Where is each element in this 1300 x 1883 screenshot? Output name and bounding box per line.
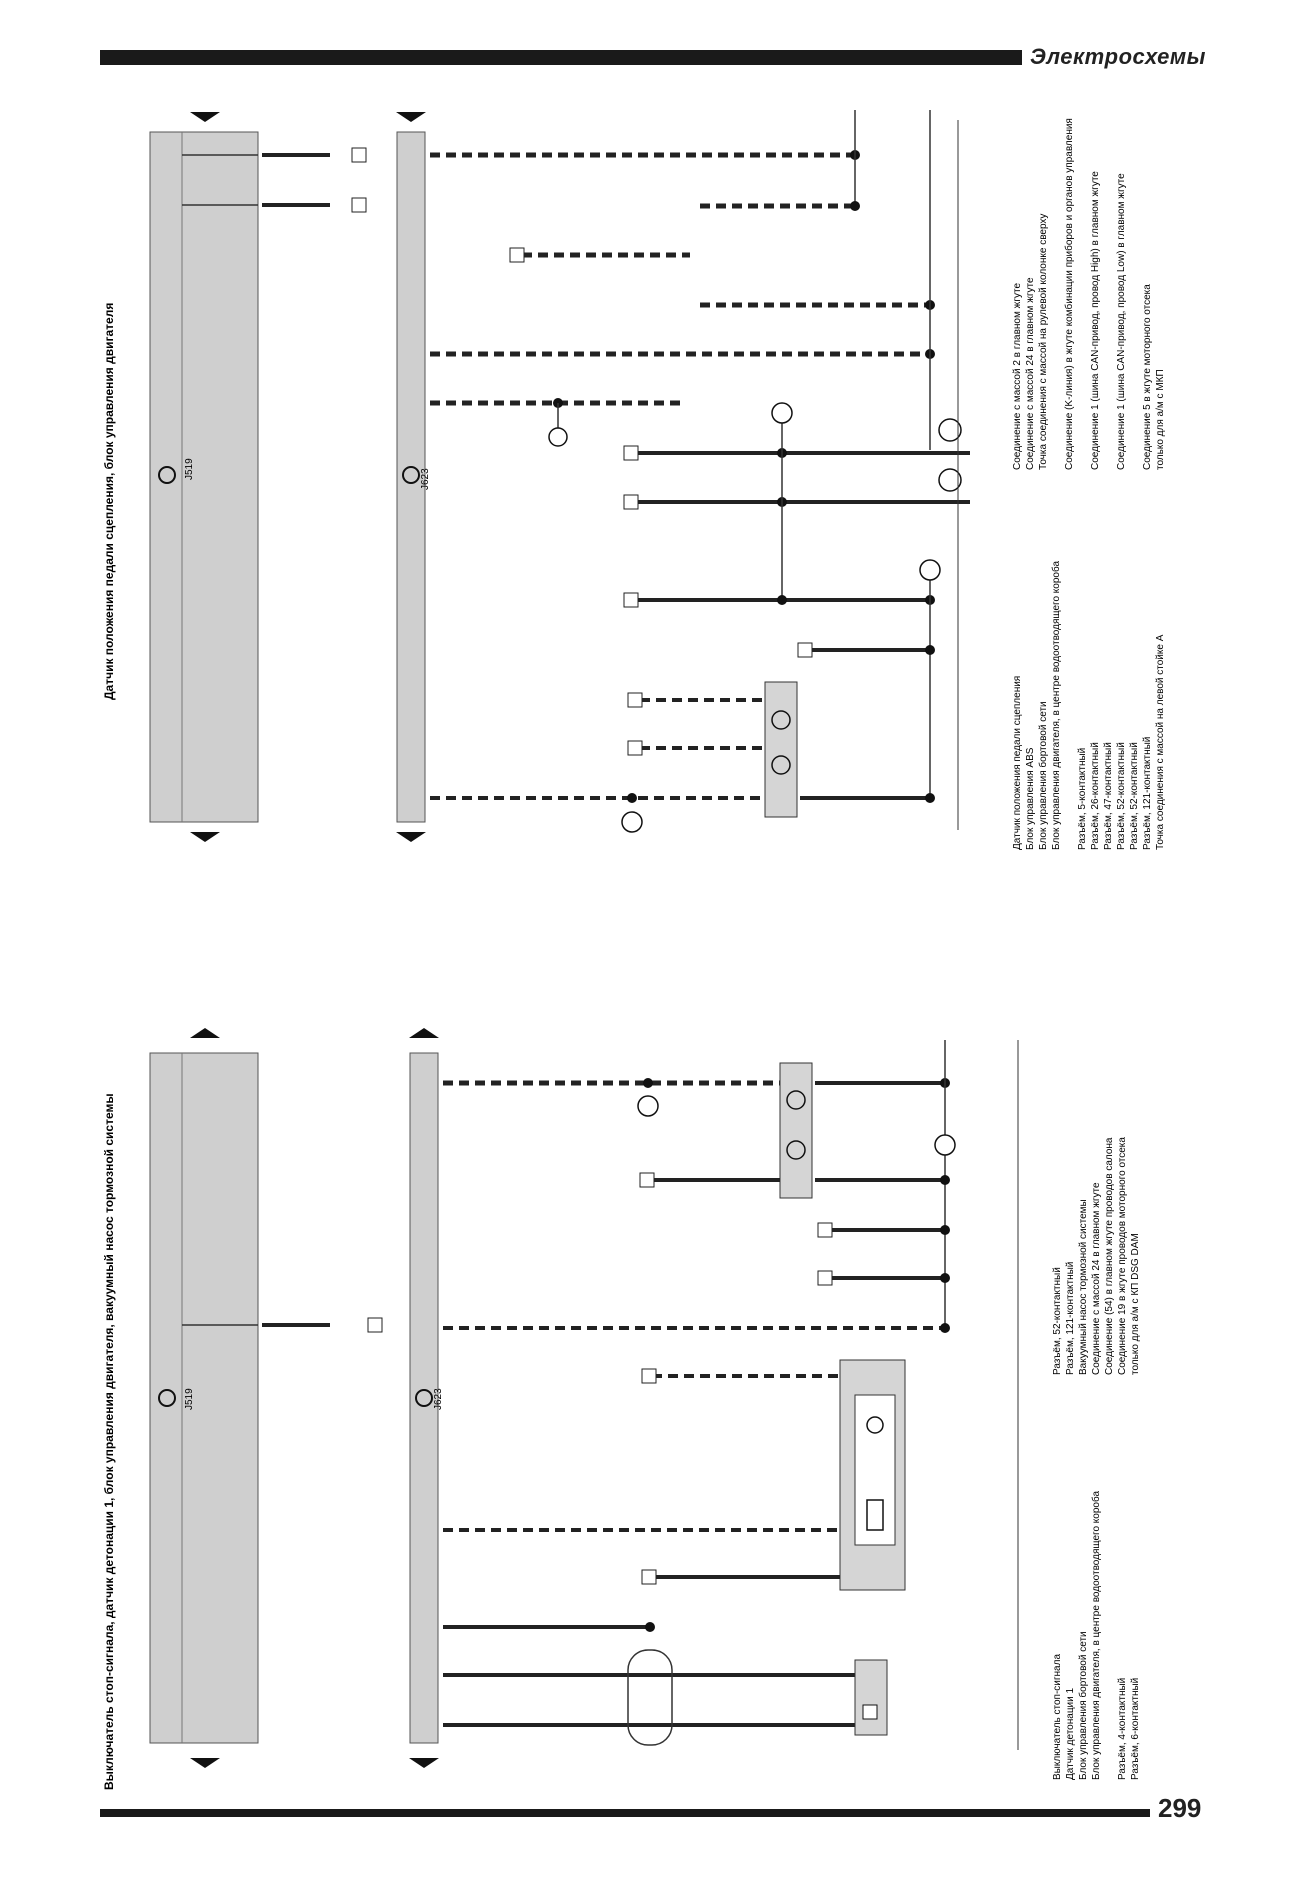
svg-text:Блок управления бортовой сети: Блок управления бортовой сети	[1078, 1631, 1089, 1780]
fuse-panel-label: J519	[184, 1388, 195, 1410]
svg-text:Соединение (54) в главном жгут: Соединение (54) в главном жгуте проводов салона	[1104, 1137, 1115, 1375]
knock-sensor	[855, 1660, 887, 1735]
svg-text:Соединение 19 в жгуте проводов: Соединение 19 в жгуте проводов моторного отсека	[1117, 1137, 1128, 1375]
top-schematic	[102, 110, 1166, 850]
svg-text:Разъём, 52-контактный: Разъём, 52-контактный	[1116, 742, 1127, 850]
fuse-panel	[150, 1053, 258, 1743]
svg-text:Соединение 5 в жгуте моторного: Соединение 5 в жгуте моторного отсека	[1142, 284, 1153, 470]
svg-text:Блок управления ABS: Блок управления ABS	[1025, 747, 1036, 850]
ecu-panel-label: J623	[420, 468, 431, 490]
svg-text:Блок управления бортовой сети: Блок управления бортовой сети	[1038, 701, 1049, 850]
svg-text:Соединение (K-линия) в жгуте к: Соединение (K-линия) в жгуте комбинации приборов и органов управления	[1064, 118, 1075, 470]
page-title: Электросхемы	[1030, 44, 1206, 69]
svg-text:Разъём, 5-контактный: Разъём, 5-контактный	[1077, 747, 1088, 850]
top-legend-left	[1012, 561, 1166, 850]
svg-text:Разъём, 47-контактный: Разъём, 47-контактный	[1103, 742, 1114, 850]
bottom-schematic	[102, 1028, 1141, 1790]
svg-text:Соединение с массой 24 в главн: Соединение с массой 24 в главном жгуте	[1091, 1182, 1102, 1375]
fuse-panel	[150, 132, 258, 822]
bottom-legend-left	[1052, 1491, 1141, 1780]
bottom-schematic-title: Выключатель стоп-сигнала, датчик детонации 1, блок управления двигателя, вакуумный насос тормозной системы	[102, 1093, 116, 1790]
svg-text:только для а/м с МКП: только для а/м с МКП	[1155, 369, 1166, 470]
svg-text:Точка соединения с массой на р: Точка соединения с массой на рулевой колонке сверху	[1038, 213, 1049, 470]
arrow-down-icon	[409, 1758, 439, 1768]
svg-text:Разъём, 52-контактный: Разъём, 52-контактный	[1129, 742, 1140, 850]
arrow-down-icon	[190, 1758, 220, 1768]
arrow-up-icon	[409, 1028, 439, 1038]
svg-text:Вакуумный насос тормозной сист: Вакуумный насос тормозной системы	[1078, 1199, 1089, 1375]
svg-text:Разъём, 26-контактный: Разъём, 26-контактный	[1090, 742, 1101, 850]
svg-text:Разъём, 52-контактный: Разъём, 52-контактный	[1052, 1267, 1063, 1375]
shielding	[628, 1650, 672, 1745]
arrow-down-icon	[190, 832, 220, 842]
svg-text:Разъём, 121-контактный: Разъём, 121-контактный	[1142, 736, 1153, 850]
svg-text:Выключатель стоп-сигнала: Выключатель стоп-сигнала	[1052, 1653, 1063, 1780]
svg-text:Датчик детонации 1: Датчик детонации 1	[1065, 1687, 1076, 1780]
arrow-up-icon	[190, 1028, 220, 1038]
arrow-up-icon	[396, 112, 426, 122]
fuse-panel-label: J519	[184, 458, 195, 480]
ecu-panel-label: J623	[433, 1388, 444, 1410]
brake-light-switch	[780, 1063, 812, 1198]
svg-text:Разъём, 121-контактный: Разъём, 121-контактный	[1065, 1261, 1076, 1375]
top-legend-right	[1012, 118, 1166, 470]
svg-text:Точка соединения с массой на л: Точка соединения с массой на левой стойке A	[1155, 634, 1166, 850]
svg-text:Блок управления двигателя, в ц: Блок управления двигателя, в центре водоотводящего короба	[1051, 560, 1062, 850]
svg-text:Разъём, 4-контактный: Разъём, 4-контактный	[1117, 1677, 1128, 1780]
arrow-down-icon	[396, 832, 426, 842]
svg-text:Соединение с массой 2 в главно: Соединение с массой 2 в главном жгуте	[1012, 282, 1023, 470]
arrow-up-icon	[190, 112, 220, 122]
svg-text:Соединение 1 (шина CAN-привод,: Соединение 1 (шина CAN-привод, провод Low) в главном жгуте	[1116, 173, 1127, 470]
top-schematic-title: Датчик положения педали сцепления, блок управления двигателя	[102, 302, 116, 700]
svg-text:только для а/м с КП DSG DAM: только для а/м с КП DSG DAM	[1130, 1233, 1141, 1375]
bottom-legend-right	[1052, 1137, 1141, 1375]
clutch-pedal-sensor	[765, 682, 797, 817]
page-number: 299	[1158, 1793, 1202, 1823]
svg-text:Соединение с массой 24 в главн: Соединение с массой 24 в главном жгуте	[1025, 277, 1036, 470]
svg-text:Разъём, 6-контактный: Разъём, 6-контактный	[1130, 1677, 1141, 1780]
svg-text:Блок управления двигателя, в ц: Блок управления двигателя, в центре водоотводящего короба	[1091, 1490, 1102, 1780]
svg-text:Соединение 1 (шина CAN-привод,: Соединение 1 (шина CAN-привод, провод High) в главном жгуте	[1090, 171, 1101, 470]
svg-text:Датчик положения педали сцепле: Датчик положения педали сцепления	[1012, 675, 1023, 850]
